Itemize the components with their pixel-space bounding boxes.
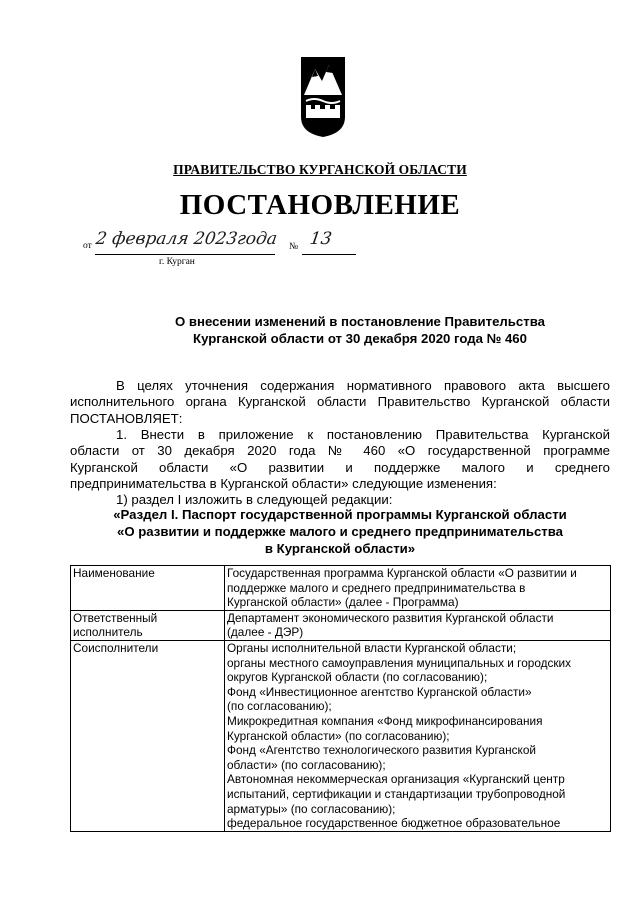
cell-text: области» (по согласованию); [227, 757, 386, 772]
title-line: О внесении изменений в постановление Правительства [175, 314, 545, 329]
text-line: 1. Внести в приложение к постановлению Правительства Курганской [116, 427, 610, 442]
text-line: предпринимательства в Курганской области» следующие изменения: [70, 475, 497, 491]
text-line: Курганской области «О развитии и поддержке малого и среднего [70, 459, 610, 475]
cell-text: испытаний, сертификации и стандартизации трубопроводной [227, 786, 566, 801]
row-value-cell [225, 566, 611, 611]
document-title [90, 313, 630, 347]
row-value-cell [225, 610, 611, 640]
cell-text: Соисполнители [73, 640, 159, 655]
section-title-line: «Раздел I. Паспорт государственной программы Курганской области [113, 507, 567, 522]
title-line: Курганской области от 30 декабря 2020 года № 460 [193, 331, 527, 346]
cell-text: Фонд «Агентство технологического развития Курганской [227, 743, 536, 758]
number-prefix: № [289, 242, 299, 252]
number-underline [302, 254, 356, 255]
cell-text: Курганской области» (далее - Программа) [227, 595, 459, 610]
preamble-paragraph [70, 378, 610, 427]
cell-text: (далее - ДЭР) [227, 625, 304, 640]
section-title-line: в Курганской области» [264, 541, 416, 556]
amendment-paragraph [70, 427, 610, 492]
cell-text: арматуры» (по согласованию); [227, 801, 396, 816]
section-title [70, 506, 610, 557]
cell-text: Департамент экономического развития Курганской области [227, 610, 554, 625]
cell-text: Органы исполнительной власти Курганской области; [227, 640, 517, 655]
cell-text: исполнитель [73, 625, 143, 640]
text-line: 1) раздел I изложить в следующей редакции: [116, 492, 393, 507]
cell-text: Микрокредитная компания «Фонд микрофинансирования [227, 713, 543, 728]
row-label-cell [71, 566, 225, 611]
handwritten-number: 13 [308, 229, 334, 249]
cell-text: поддержке малого и среднего предпринимательства в [227, 580, 526, 595]
row-value-cell [225, 640, 611, 831]
cell-text: Ответственный [73, 610, 158, 625]
table-row [71, 640, 611, 831]
cell-text: Фонд «Инвестиционное агентство Курганской области» [227, 684, 532, 699]
table-row [71, 610, 611, 640]
document-type: ПОСТАНОВЛЕНИЕ [179, 189, 461, 221]
text-line: В целях уточнения содержания нормативного правового акта высшего [116, 378, 610, 393]
cell-text: Государственная программа Курганской области «О развитии и [227, 566, 577, 580]
handwritten-date: 2 февраля 2023года [94, 229, 279, 249]
row-label-cell [71, 640, 225, 831]
cell-text: федеральное государственное бюджетное образовательное [227, 816, 561, 831]
cell-text: округов Курганской области (по согласованию); [227, 670, 488, 685]
section-title-line: «О развитии и поддержке малого и среднего предпринимательства [116, 524, 564, 539]
cell-text: Автономная некоммерческая организация «Курганский центр [227, 772, 565, 787]
text-line: ПОСТАНОВЛЯЕТ: [70, 410, 183, 426]
coat-of-arms-emblem [298, 55, 348, 139]
organization-name: ПРАВИТЕЛЬСТВО КУРГАНСКОЙ ОБЛАСТИ [173, 162, 467, 177]
cell-text: Наименование [73, 566, 155, 580]
cell-text: (по согласованию); [227, 699, 332, 714]
city-name: г. Курган [159, 257, 195, 267]
program-passport-table [70, 565, 611, 832]
table-row [71, 566, 611, 611]
row-label-cell [71, 610, 225, 640]
date-prefix: от [83, 241, 92, 251]
cell-text: органы местного самоуправления муниципальных и городских [227, 655, 572, 670]
date-underline [95, 254, 275, 255]
text-line: исполнительного органа Курганской области Правительство Курганской области [70, 394, 610, 410]
text-line: области от 30 декабря 2020 года № 460 «О государственной программе [70, 443, 610, 459]
cell-text: Курганской области» (по согласованию); [227, 728, 450, 743]
